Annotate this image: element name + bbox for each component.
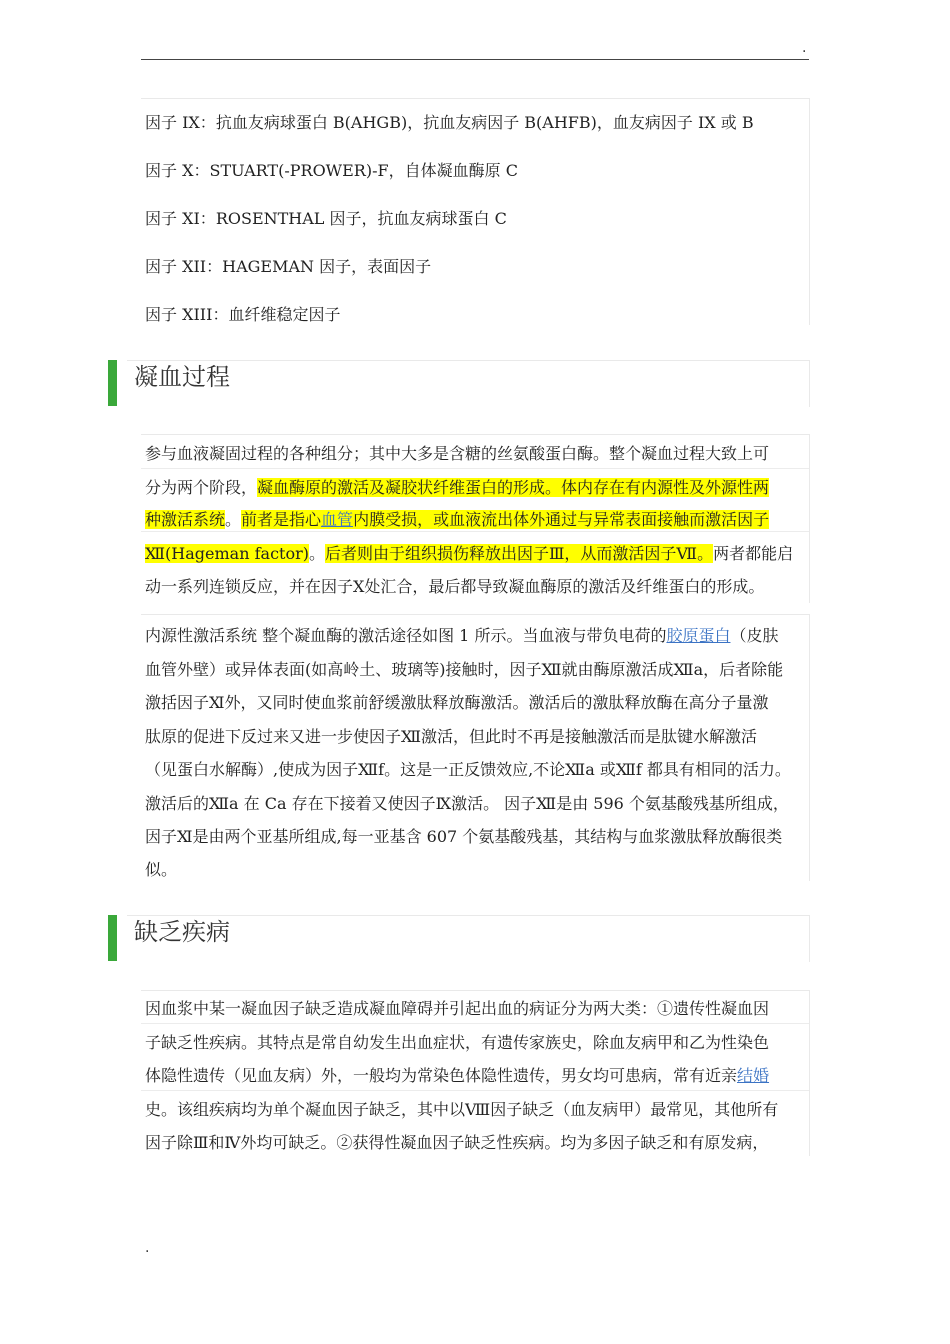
paragraph-line: 参与血液凝固过程的各种组分；其中大多是含糖的丝氨酸蛋白酶。整个凝血过程大致上可 — [145, 444, 770, 463]
heading-accent-bar — [108, 360, 117, 406]
factor-13 — [145, 303, 340, 327]
link-marriage[interactable]: 结婚 — [737, 1066, 770, 1085]
paragraph-line: 因子除Ⅲ和Ⅳ外均可缺乏。②获得性凝血因子缺乏性疾病。均为多因子缺乏和有原发病， — [145, 1133, 769, 1152]
text-span: 分为两个阶段， — [145, 478, 258, 497]
text-span: 两者都能启 — [713, 544, 794, 563]
text-span: 。 — [308, 544, 325, 563]
paragraph-line — [145, 624, 778, 648]
factor-12-name: 因子 XII： — [145, 257, 223, 276]
paragraph-line: 肽原的促进下反过来又进一步使因子Ⅻ激活，但此时不再是接触激活而是肽键水解激活 — [145, 727, 758, 746]
factor-13-text: 血纤维稳定因子 — [228, 305, 341, 324]
paragraph-line: （见蛋白水解酶）,使成为因子Ⅻf。这是一正反馈效应,不论Ⅻa 或Ⅻf 都具有相同的活力。 — [145, 760, 791, 779]
factor-10-text: STUART(-PROWER)-F，自体凝血酶原 C — [209, 161, 518, 180]
footer-dot: . — [145, 1240, 150, 1256]
highlighted-text: 后者则由于组织损伤释放出因子Ⅲ，从而激活因子Ⅶ。 — [325, 544, 714, 563]
highlighted-text: 凝血酶原的激活及凝胶状纤维蛋白的形成。体内存在有内源性及外源性两 — [257, 478, 770, 497]
factor-11-text: ROSENTHAL 因子，抗血友病球蛋白 C — [215, 209, 507, 228]
text-span: （皮肤 — [730, 626, 779, 645]
factor-10-name: 因子 X： — [145, 161, 210, 180]
paragraph-line: 激活后的Ⅻa 在 Ca 存在下接着又使因子Ⅸ激活。 因子Ⅻ是由 596 个氨基酸残基所组成， — [145, 794, 789, 813]
factor-10 — [145, 159, 518, 183]
link-collagen[interactable]: 胶原蛋白 — [666, 626, 731, 645]
factor-12-text: HAGEMAN 因子，表面因子 — [222, 257, 432, 276]
section-heading-coagulation: 凝血过程 — [134, 363, 230, 391]
paragraph-line: 史。该组疾病均为单个凝血因子缺乏，其中以Ⅷ因子缺乏（血友病甲）最常见，其他所有 — [145, 1100, 779, 1119]
paragraph-line: 似。 — [145, 860, 178, 879]
factor-9-name: 因子 IX： — [145, 113, 216, 132]
paragraph-line — [145, 542, 793, 566]
row-rule — [141, 1023, 809, 1024]
factor-11 — [145, 207, 507, 231]
row-rule — [141, 1090, 809, 1091]
heading-accent-bar — [108, 915, 117, 961]
paragraph-line — [145, 476, 769, 500]
paragraph-line — [145, 1064, 769, 1088]
paragraph-line: 激括因子Ⅺ外，又同时使血浆前舒缓激肽释放酶激活。激活后的激肽释放酶在高分子量激 — [145, 693, 769, 712]
paragraph-line: 子缺乏性疾病。其特点是常自幼发生出血症状，有遗传家族史，除血友病甲和乙为性染色 — [145, 1033, 770, 1052]
factor-11-name: 因子 XI： — [145, 209, 216, 228]
paragraph-line: 因子Ⅺ是由两个亚基所组成,每一亚基含 607 个氨基酸残基，其结构与血浆激肽释放酶很类 — [145, 827, 783, 846]
section-heading-deficiency: 缺乏疾病 — [134, 918, 230, 946]
row-rule — [141, 468, 809, 469]
highlighted-text: Ⅻ(Hageman factor) — [145, 544, 309, 563]
paragraph-line: 因血浆中某一凝血因子缺乏造成凝血障碍并引起出血的病证分为两大类：①遗传性凝血因 — [145, 999, 770, 1018]
text-span: 内源性激活系统 整个凝血酶的激活途径如图 1 所示。当血液与带负电荷的 — [145, 626, 667, 645]
factor-9-text: 抗血友病球蛋白 B(AHGB)，抗血友病因子 B(AHFB)，血友病因子 IX 或 B — [215, 113, 754, 132]
highlighted-text: 内膜受损，或血液流出体外通过与异常表面接触而激活因子 — [353, 510, 770, 529]
text-span: 体隐性遗传（见血友病）外，一般均为常染色体隐性遗传，男女均可患病，常有近亲 — [145, 1066, 738, 1085]
link-blood-vessel[interactable]: 血管 — [321, 510, 354, 529]
text-span: 。 — [225, 510, 242, 529]
factor-12 — [145, 255, 431, 279]
paragraph-line: 动一系列连锁反应，并在因子Ⅹ处汇合，最后都导致凝血酶原的激活及纤维蛋白的形成。 — [145, 577, 765, 596]
header-dot: . — [802, 40, 807, 56]
factor-13-name: 因子 XIII： — [145, 305, 229, 324]
highlighted-text: 种激活系统 — [145, 510, 226, 529]
factor-9 — [145, 111, 754, 135]
paragraph-line — [145, 508, 769, 532]
highlighted-text: 前者是指心 — [241, 510, 322, 529]
header-rule — [141, 59, 809, 60]
paragraph-line: 血管外壁）或异体表面(如高岭土、玻璃等)接触时，因子Ⅻ就由酶原激活成Ⅻa，后者除能 — [145, 660, 784, 679]
